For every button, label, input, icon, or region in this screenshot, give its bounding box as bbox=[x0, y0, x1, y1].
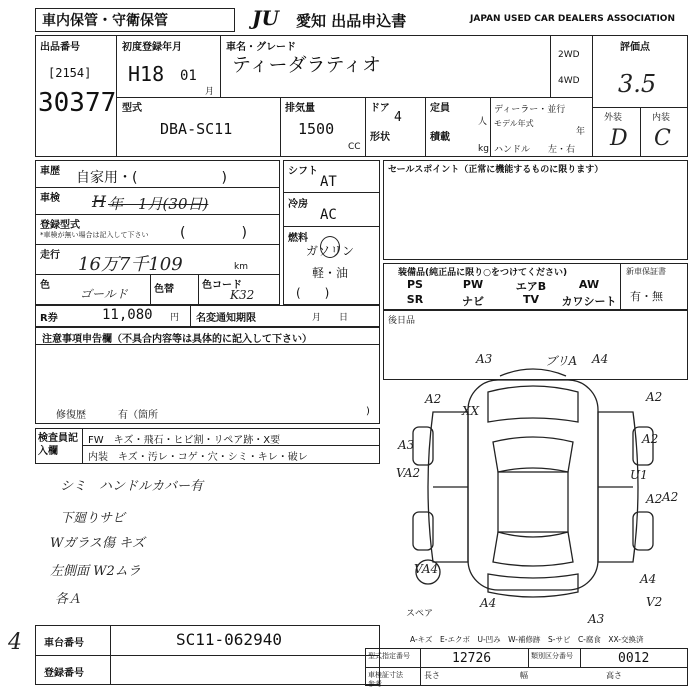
warranty-options: 有・無 bbox=[630, 290, 663, 303]
color-change-label: 色替 bbox=[154, 284, 174, 295]
damage-mark: XX bbox=[462, 404, 480, 418]
mold-label: 登録型式 bbox=[40, 220, 80, 231]
class-value: 0012 bbox=[618, 651, 650, 666]
equipment-item: AW bbox=[578, 278, 600, 291]
rating-label: 評価点 bbox=[620, 42, 650, 53]
person-unit: 人 bbox=[478, 117, 488, 127]
equipment-item: カワシート bbox=[561, 295, 617, 308]
entry-bracket-number: [2154] bbox=[48, 66, 92, 80]
chassis-label: 車台番号 bbox=[44, 638, 84, 649]
mileage-value: 16万7千109 bbox=[78, 254, 183, 275]
interior-grade: C bbox=[654, 126, 671, 151]
drive-4wd: 4WD bbox=[558, 76, 580, 86]
damage-legend: A-キズ E-エクボ U-凹み W-補修跡 S-サビ C-腐食 XX-交換済 bbox=[410, 635, 644, 644]
damage-mark: A4 bbox=[592, 352, 609, 366]
equipment-item: エアB bbox=[515, 280, 547, 293]
length-label: 長さ bbox=[424, 671, 440, 680]
color-label: 色 bbox=[40, 280, 50, 291]
type-cert-value: 12726 bbox=[452, 651, 492, 666]
rating-value: 3.5 bbox=[618, 70, 657, 98]
entry-number: 30377 bbox=[38, 88, 117, 118]
history-value: 自家用・( ) bbox=[76, 170, 227, 186]
color-value: ゴールド bbox=[80, 287, 128, 301]
model-label: 型式 bbox=[122, 103, 142, 114]
margin-digit: 4 bbox=[8, 630, 22, 655]
sales-block bbox=[383, 160, 688, 260]
fuel-circle-mark bbox=[320, 236, 340, 258]
fuel-other: ( ) bbox=[296, 286, 330, 300]
ref-label: 参考 bbox=[368, 680, 382, 688]
drive-2wd: 2WD bbox=[558, 50, 580, 60]
damage-mark: A3 bbox=[398, 438, 415, 452]
notes-title: 注意事項申告欄（不具合内容等は具体的に記入して下さい） bbox=[42, 334, 312, 345]
equipment-item: ナビ bbox=[462, 295, 484, 308]
handwritten-note: 各Ａ bbox=[55, 592, 82, 607]
notice-label: 名変通知期限 bbox=[196, 313, 256, 324]
displacement-label: 排気量 bbox=[285, 103, 315, 114]
first-reg-year: H18 bbox=[128, 62, 165, 86]
fuel-gasoline: ガソリン bbox=[306, 244, 355, 258]
damage-mark: ブリA bbox=[545, 354, 578, 368]
recycle-label: R券 bbox=[40, 313, 58, 324]
repair-label: 修復歴 bbox=[56, 410, 86, 421]
damage-mark: A3 bbox=[588, 612, 605, 626]
color-code: K32 bbox=[230, 288, 255, 302]
notice-value: 月 日 bbox=[312, 313, 349, 323]
inspection-value: 年 1月(30日) bbox=[108, 195, 209, 213]
damage-mark: VA4 bbox=[414, 562, 439, 576]
handwritten-note: シミ ハンドルカバー有 bbox=[60, 479, 204, 494]
sales-title: セールスポイント（正常に機能するものに限ります） bbox=[388, 165, 604, 175]
reg-label: 登録番号 bbox=[44, 668, 84, 679]
damage-mark: A3 bbox=[476, 352, 493, 366]
shift-value: AT bbox=[320, 174, 337, 190]
entry-number-label: 出品番号 bbox=[40, 42, 80, 53]
shift-label: シフト bbox=[288, 166, 318, 177]
history-label: 車歴 bbox=[40, 166, 60, 177]
load-label: 積載 bbox=[430, 132, 450, 143]
damage-mark: V2 bbox=[646, 595, 663, 609]
handwritten-note: Wガラス傷 キズ bbox=[50, 536, 145, 551]
inspection-note: H bbox=[92, 192, 106, 211]
damage-mark: A2 bbox=[646, 492, 663, 506]
handwritten-note: 左側面 W2ムラ bbox=[50, 564, 141, 579]
damage-mark: A2 bbox=[646, 390, 663, 404]
doors-value: 4 bbox=[394, 110, 402, 125]
damage-mark: A2 bbox=[425, 392, 442, 406]
fuel-diesel: 軽・油 bbox=[312, 266, 349, 280]
first-reg-label: 初度登録年月 bbox=[122, 42, 182, 53]
repair-value: 有（箇所 bbox=[118, 410, 158, 421]
first-reg-month: 01 bbox=[180, 68, 197, 84]
handle-label: ハンドル bbox=[494, 145, 531, 155]
cc-unit: CC bbox=[348, 142, 361, 152]
ju-logo: JU bbox=[252, 6, 279, 30]
km-unit: km bbox=[234, 262, 248, 272]
equipment-item: PW bbox=[462, 278, 484, 291]
model-value: DBA-SC11 bbox=[160, 120, 233, 138]
later-items-label: 後日品 bbox=[388, 316, 416, 326]
type-cert-label: 型式指定番号 bbox=[368, 652, 410, 660]
damage-mark: A4 bbox=[480, 596, 497, 610]
class-label: 類別区分番号 bbox=[531, 652, 573, 660]
displacement-value: 1500 bbox=[298, 120, 335, 138]
ac-label: 冷房 bbox=[288, 199, 308, 210]
kg-unit: kg bbox=[478, 144, 489, 154]
chassis-number: SC11-062940 bbox=[176, 630, 282, 649]
ac-value: AC bbox=[320, 207, 337, 223]
fuel-label: 燃料 bbox=[288, 233, 308, 244]
mold-sub: *車検が無い場合は記入して下さい bbox=[40, 231, 149, 239]
inspector-label: 検査員記入欄 bbox=[38, 433, 78, 457]
recycle-value: 11,080 bbox=[102, 307, 153, 323]
damage-mark: A4 bbox=[640, 572, 657, 586]
damage-mark: A2 bbox=[642, 432, 659, 446]
storage-label: 車内保管・守衛保管 bbox=[42, 13, 168, 29]
car-name: ティーダラティオ bbox=[232, 54, 381, 76]
handwritten-note: 下廻りサビ bbox=[60, 511, 126, 526]
equipment-item: SR bbox=[406, 293, 424, 306]
exterior-label: 外装 bbox=[604, 113, 623, 123]
color-code-label: 色コード bbox=[202, 280, 242, 291]
width-label: 幅 bbox=[520, 671, 528, 680]
inspection-label: 車検 bbox=[40, 193, 60, 204]
capacity-label: 定員 bbox=[430, 103, 450, 114]
month-unit: 月 bbox=[205, 87, 215, 97]
damage-mark: VA2 bbox=[396, 466, 421, 480]
cert-size-label: 車検証寸法 bbox=[368, 671, 403, 679]
dealer-label: ディーラー・並行 bbox=[494, 105, 566, 115]
exterior-grade: D bbox=[610, 126, 628, 151]
damage-mark: A2 bbox=[662, 490, 679, 504]
equipment-grid bbox=[386, 278, 618, 308]
spare-label: スペア bbox=[406, 609, 434, 619]
fw-row: FW キズ・飛石・ヒビ割・リペア跡・X要 bbox=[88, 435, 281, 446]
damage-mark: U1 bbox=[630, 468, 648, 482]
model-year-label: モデル年式 bbox=[494, 119, 534, 128]
handle-options: 左・右 bbox=[548, 145, 576, 155]
form-title: 愛知 出品申込書 bbox=[296, 12, 407, 30]
equipment-title: 装備品(純正品に限り○をつけてください) bbox=[398, 268, 568, 278]
doors-label: ドア bbox=[370, 103, 390, 114]
mileage-label: 走行 bbox=[40, 250, 60, 261]
car-name-label: 車名・グレード bbox=[226, 42, 296, 53]
equipment-item: PS bbox=[407, 278, 423, 291]
association-name: JAPAN USED CAR DEALERS ASSOCIATION bbox=[470, 14, 675, 24]
shape-label: 形状 bbox=[370, 132, 390, 143]
warranty-label: 新車保証書 bbox=[626, 267, 666, 276]
equipment-item: TV bbox=[522, 293, 540, 306]
year-unit: 年 bbox=[576, 127, 586, 137]
interior-row: 内装 キズ・汚レ・コゲ・穴・シミ・キレ・破レ bbox=[88, 452, 308, 463]
interior-label: 内装 bbox=[652, 113, 671, 123]
height-label: 高さ bbox=[606, 671, 622, 680]
yen-unit: 円 bbox=[170, 313, 180, 323]
